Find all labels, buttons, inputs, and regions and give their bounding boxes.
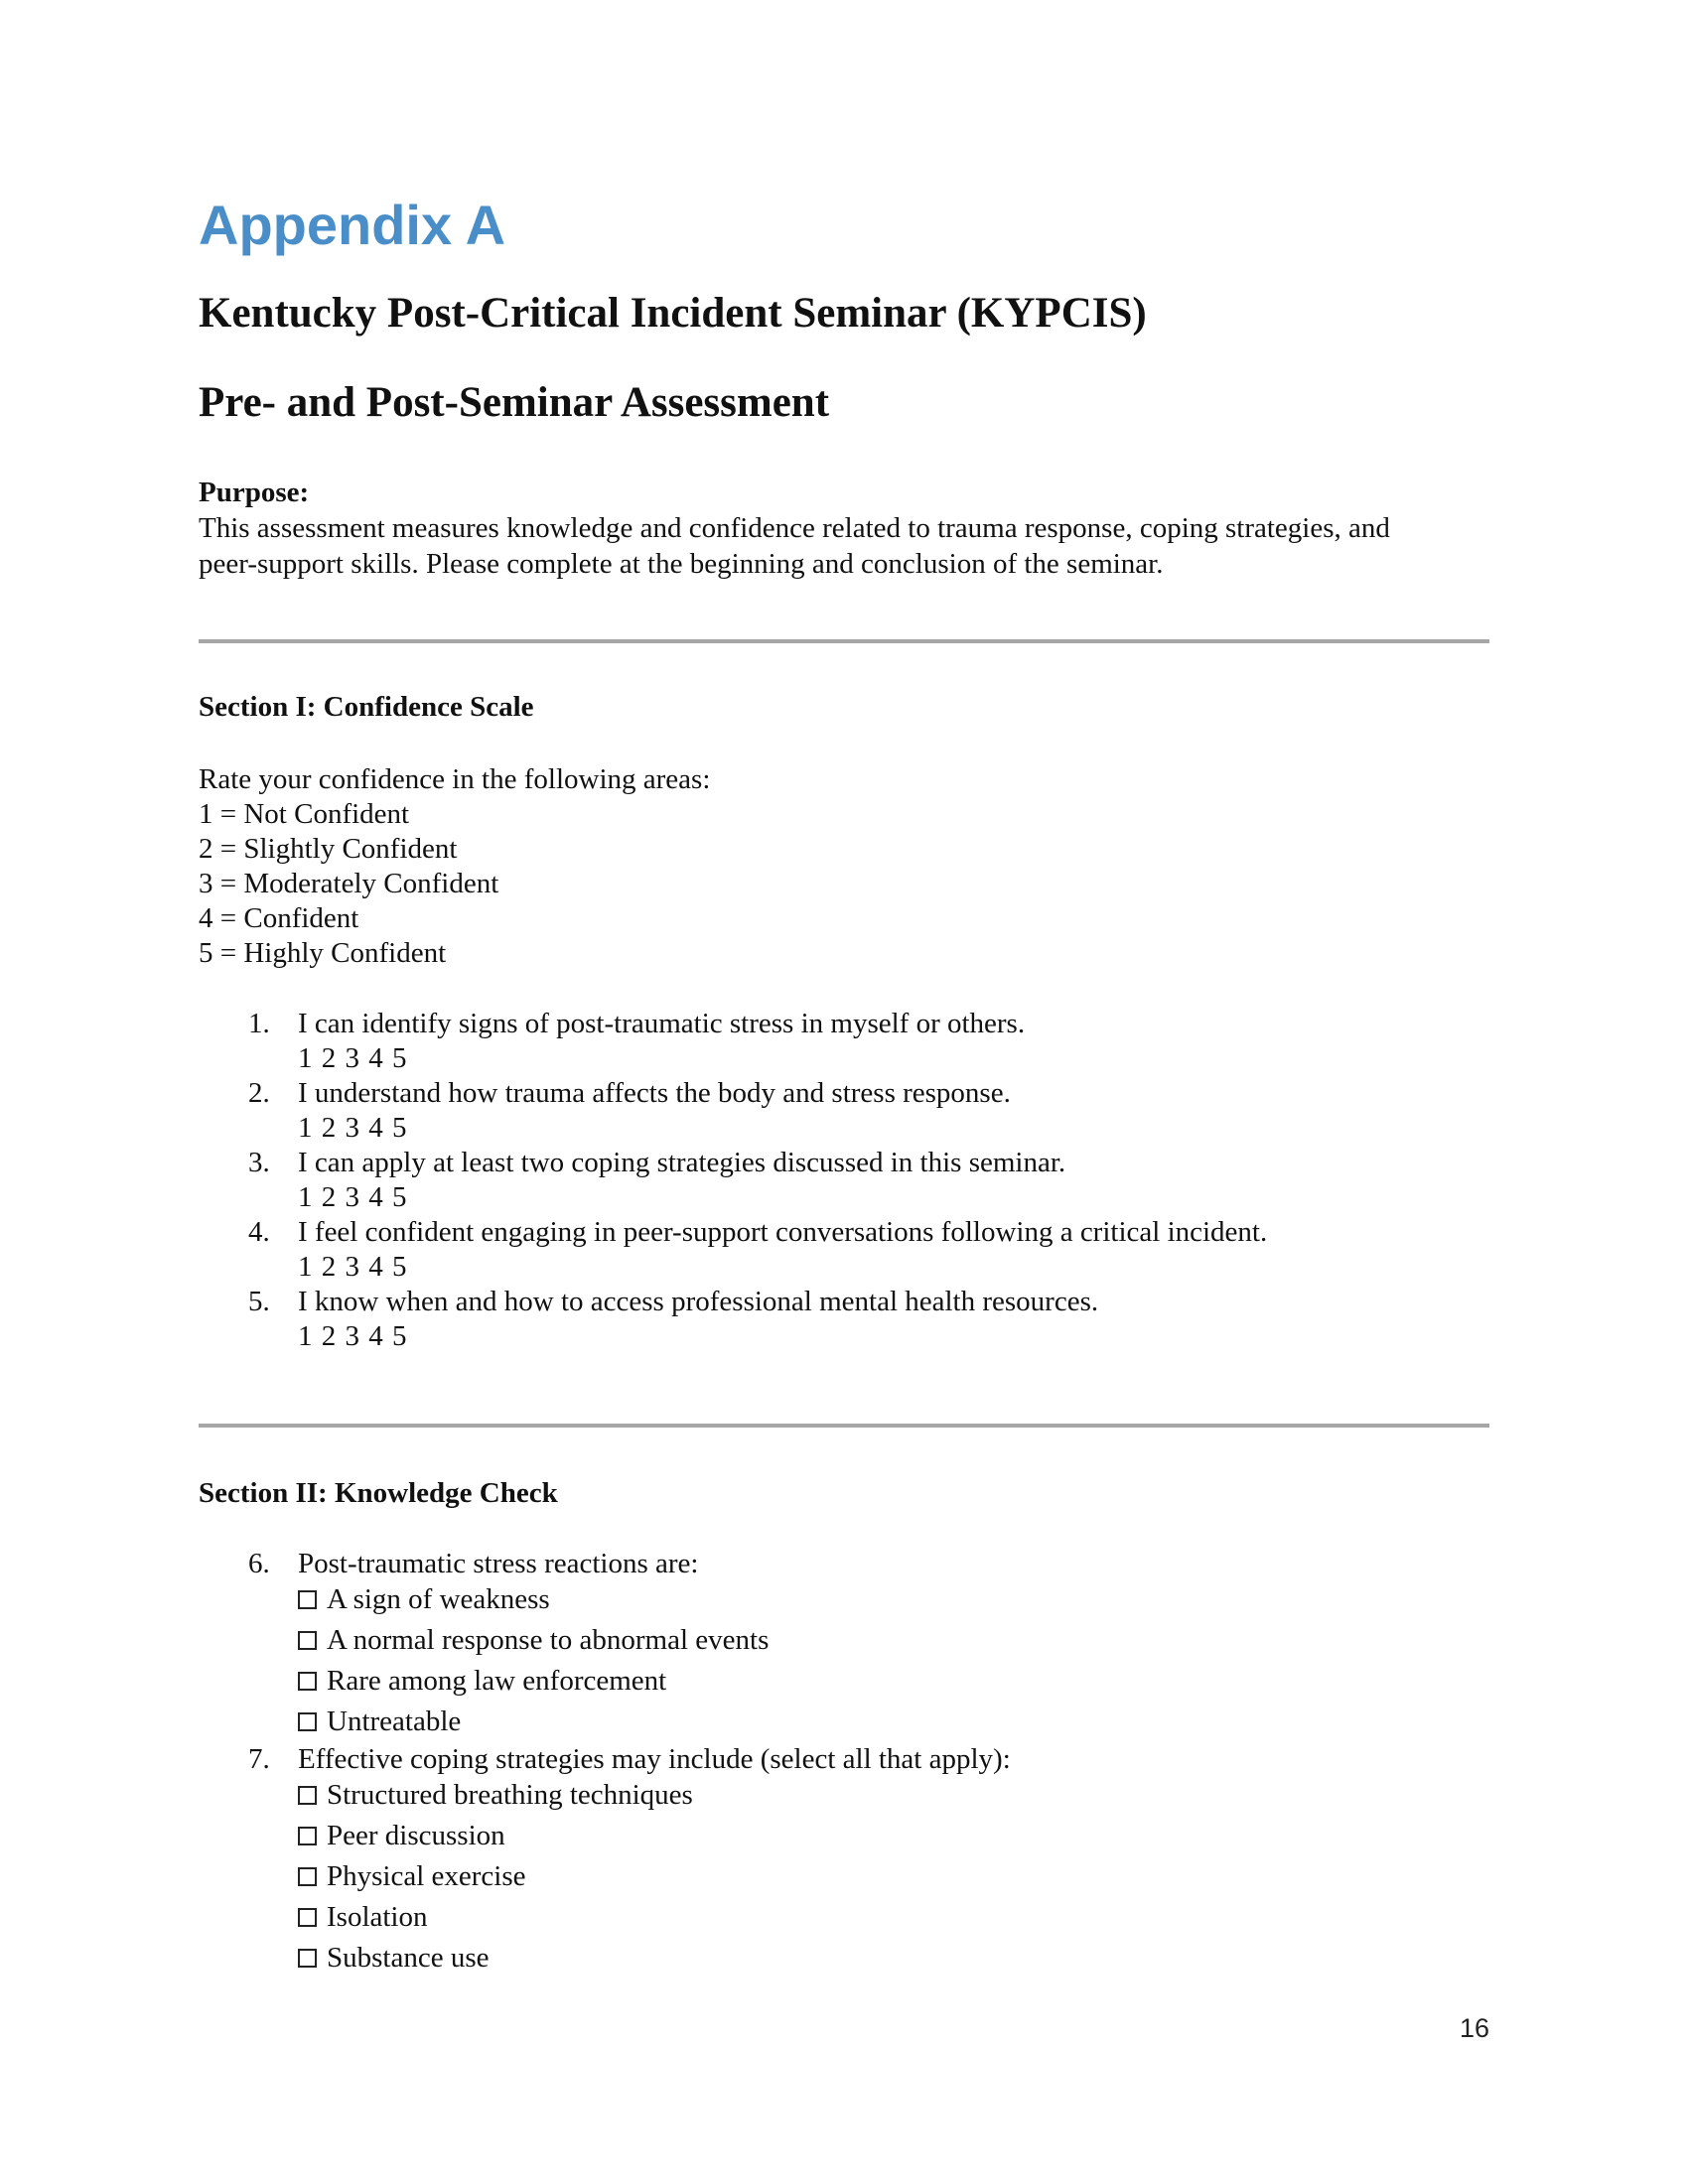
purpose-text-line-1: This assessment measures knowledge and confidence related to trauma response, coping strategies, and [199, 512, 1390, 544]
appendix-title: Appendix A [199, 194, 506, 256]
document-subtitle: Pre- and Post-Seminar Assessment [199, 379, 830, 426]
question-number: 1. [248, 1008, 270, 1039]
question-number: 4. [248, 1216, 270, 1248]
question-number: 6. [248, 1548, 270, 1579]
option-label: A normal response to abnormal events [327, 1624, 770, 1656]
confidence-question-5 [199, 1285, 1489, 1354]
answer-option[interactable] [298, 1661, 1489, 1702]
option-label: Rare among law enforcement [327, 1665, 667, 1697]
checkbox-icon[interactable] [298, 1672, 317, 1691]
answer-option[interactable] [298, 1620, 1489, 1661]
horizontal-divider [199, 1424, 1489, 1428]
question-text: Post-traumatic stress reactions are: [298, 1548, 699, 1579]
option-label: Untreatable [327, 1706, 462, 1737]
question-text: I feel confident engaging in peer-support conversations following a critical incident. [298, 1216, 1268, 1248]
page-number: 16 [1459, 2013, 1489, 2043]
question-text: I understand how trauma affects the body and stress response. [298, 1077, 1011, 1109]
question-text: I know when and how to access professional mental health resources. [298, 1286, 1099, 1317]
scale-legend-2: 2 = Slightly Confident [199, 833, 458, 865]
question-number: 7. [248, 1743, 270, 1775]
option-label: Peer discussion [327, 1820, 505, 1851]
answer-option[interactable] [298, 1579, 1489, 1620]
checkbox-icon[interactable] [298, 1949, 317, 1968]
confidence-question-2 [199, 1076, 1489, 1146]
checkbox-icon[interactable] [298, 1786, 317, 1805]
answer-option[interactable] [298, 1816, 1489, 1856]
scale-legend-1: 1 = Not Confident [199, 798, 410, 830]
checkbox-icon[interactable] [298, 1827, 317, 1845]
checkbox-icon[interactable] [298, 1631, 317, 1650]
question-number: 3. [248, 1147, 270, 1178]
answer-option[interactable] [298, 1938, 1489, 1979]
question-text: I can identify signs of post-traumatic stress in myself or others. [298, 1008, 1026, 1039]
rating-scale[interactable]: 1 2 3 4 5 [298, 1320, 408, 1352]
scale-legend-5: 5 = Highly Confident [199, 937, 447, 969]
knowledge-question-list [199, 1547, 1489, 1979]
purpose-label: Purpose: [199, 477, 310, 508]
option-label: Substance use [327, 1942, 490, 1974]
confidence-question-1 [199, 1007, 1489, 1076]
confidence-question-list [199, 1007, 1489, 1354]
option-label: Physical exercise [327, 1860, 526, 1892]
rating-scale[interactable]: 1 2 3 4 5 [298, 1112, 408, 1144]
horizontal-divider [199, 639, 1489, 643]
page-content [199, 187, 1489, 1979]
purpose-text-line-2: peer-support skills. Please complete at the beginning and conclusion of the seminar. [199, 548, 1164, 580]
checkbox-icon[interactable] [298, 1867, 317, 1886]
answer-option[interactable] [298, 1702, 1489, 1742]
rating-scale[interactable]: 1 2 3 4 5 [298, 1251, 408, 1283]
section-2-heading: Section II: Knowledge Check [199, 1477, 558, 1509]
knowledge-question-7 [199, 1742, 1489, 1979]
answer-option[interactable] [298, 1897, 1489, 1938]
confidence-intro: Rate your confidence in the following areas: [199, 763, 711, 795]
checkbox-icon[interactable] [298, 1590, 317, 1609]
document-title: Kentucky Post-Critical Incident Seminar (KYPCIS) [199, 290, 1147, 337]
answer-option[interactable] [298, 1775, 1489, 1816]
confidence-question-4 [199, 1215, 1489, 1285]
option-label: Isolation [327, 1901, 428, 1933]
option-label: A sign of weakness [327, 1583, 550, 1615]
confidence-question-3 [199, 1146, 1489, 1215]
rating-scale[interactable]: 1 2 3 4 5 [298, 1181, 408, 1213]
rating-scale[interactable]: 1 2 3 4 5 [298, 1042, 408, 1074]
question-number: 5. [248, 1286, 270, 1317]
section-1-heading: Section I: Confidence Scale [199, 691, 534, 723]
question-text: Effective coping strategies may include (select all that apply): [298, 1743, 1011, 1775]
answer-option[interactable] [298, 1856, 1489, 1897]
checkbox-icon[interactable] [298, 1908, 317, 1927]
scale-legend-4: 4 = Confident [199, 902, 359, 934]
checkbox-icon[interactable] [298, 1712, 317, 1731]
option-label: Structured breathing techniques [327, 1779, 693, 1811]
question-text: I can apply at least two coping strategies discussed in this seminar. [298, 1147, 1066, 1178]
knowledge-question-6 [199, 1547, 1489, 1742]
scale-legend-3: 3 = Moderately Confident [199, 868, 499, 899]
question-number: 2. [248, 1077, 270, 1109]
